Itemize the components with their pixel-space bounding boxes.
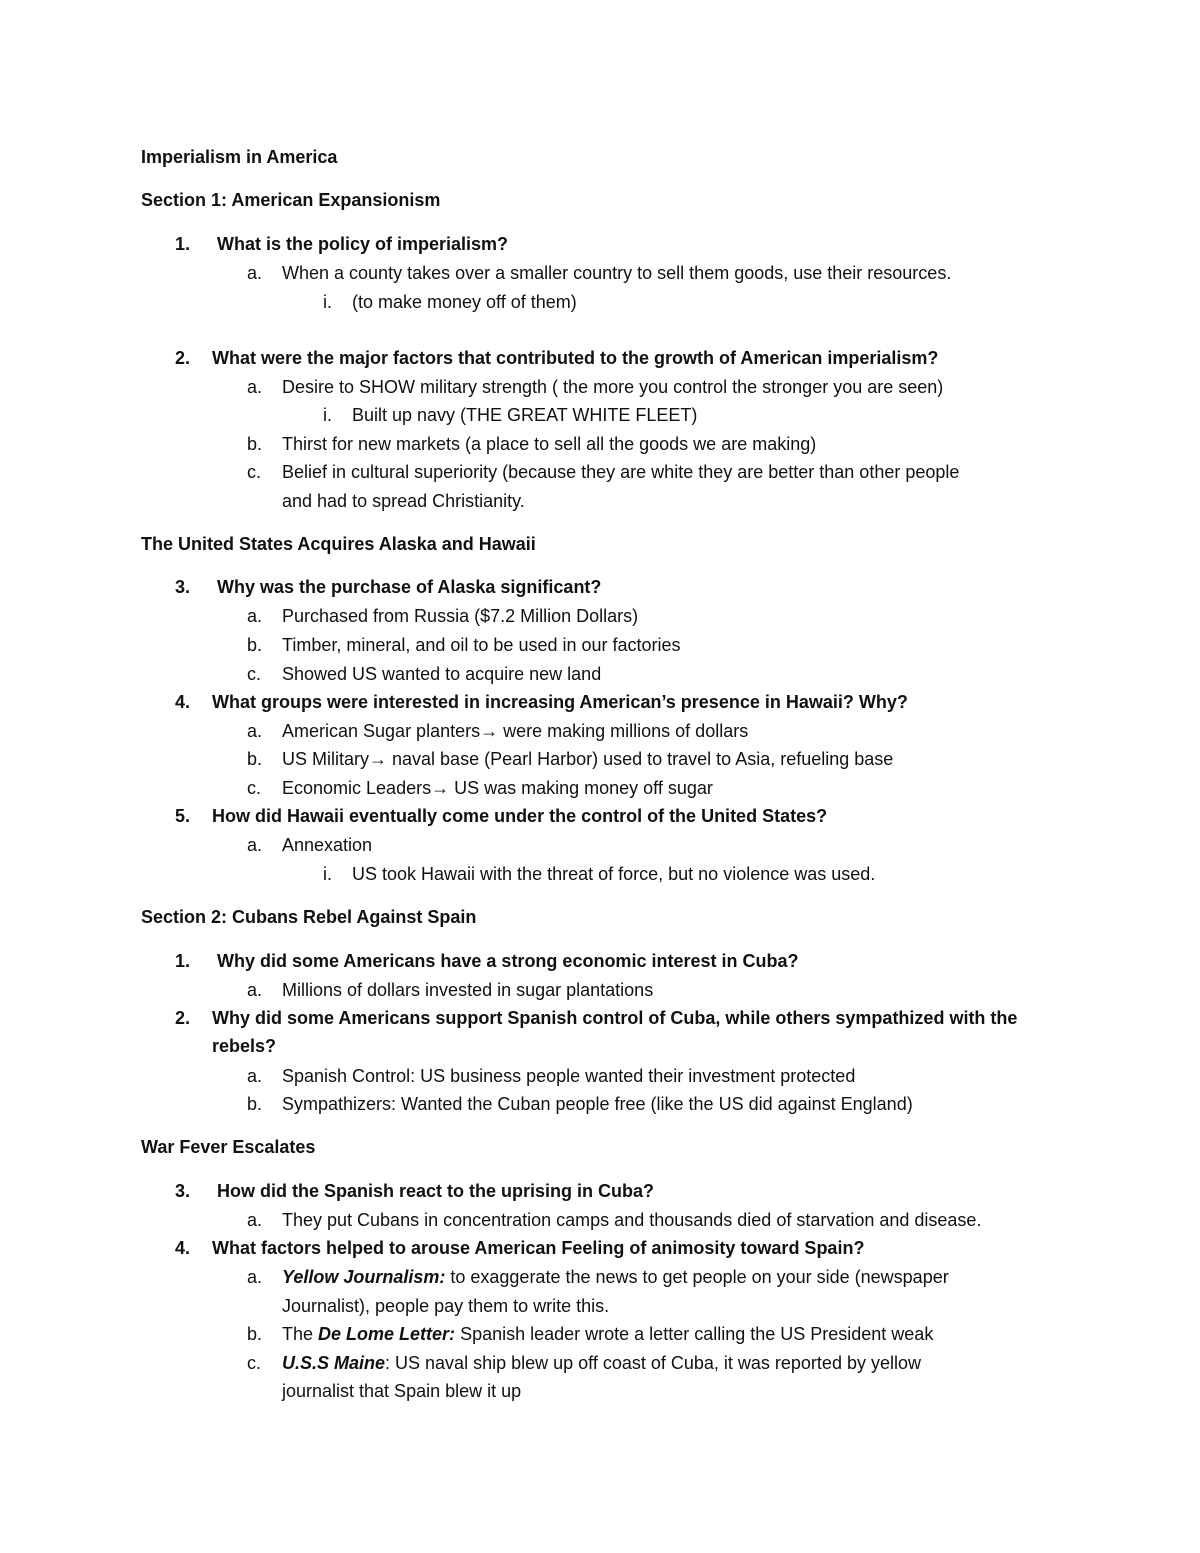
answer-text: Millions of dollars invested in sugar plantations [282, 980, 654, 1000]
answer-marker: b. [247, 1094, 263, 1114]
answer-text: Timber, mineral, and oil to be used in our factories [282, 635, 681, 655]
answer-marker: a. [247, 1210, 263, 1230]
term-yellow-journalism: Yellow Journalism: [282, 1267, 446, 1287]
answer-text-continued: and had to spread Christianity. [282, 491, 525, 511]
answer-text: American Sugar planters [282, 721, 481, 741]
question-text: How did the Spanish react to the uprising in Cuba? [217, 1181, 655, 1201]
answer-marker: a. [247, 980, 263, 1000]
answer-text: Spanish Control: US business people wanted their investment protected [282, 1066, 856, 1086]
sub-answer-text: US took Hawaii with the threat of force, but no violence was used. [352, 864, 876, 884]
answer-text: Belief in cultural superiority (because they are white they are better than other people [282, 462, 960, 482]
answer-text: US was making money off sugar [449, 778, 713, 798]
answer-marker: a. [247, 606, 263, 626]
question-text: Why was the purchase of Alaska significant? [217, 577, 602, 597]
question-text: What groups were interested in increasing American’s presence in Hawaii? Why? [212, 692, 908, 712]
answer-marker: a. [247, 263, 263, 283]
question-number: 3. [175, 1181, 191, 1201]
sub-answer-text: Built up navy (THE GREAT WHITE FLEET) [352, 405, 698, 425]
answer-line [282, 777, 713, 799]
question-number: 1. [175, 234, 191, 254]
answer-text: The [282, 1324, 319, 1344]
answer-marker: a. [247, 1267, 263, 1287]
answer-line [282, 1352, 921, 1374]
answer-text: US Military [282, 749, 370, 769]
answer-text: to exaggerate the news to get people on your side (newspaper [445, 1267, 949, 1287]
question-text: Why did some Americans support Spanish control of Cuba, while others sympathized with the [212, 1008, 1018, 1028]
answer-marker: c. [247, 778, 262, 798]
answer-text: Sympathizers: Wanted the Cuban people free (like the US did against England) [282, 1094, 913, 1114]
answer-text: They put Cubans in concentration camps and thousands died of starvation and disease. [282, 1210, 982, 1230]
answer-marker: b. [247, 749, 263, 769]
answer-marker: b. [247, 434, 263, 454]
section-heading-war-fever: War Fever Escalates [141, 1137, 316, 1157]
question-number: 3. [175, 577, 191, 597]
term-de-lome-letter: De Lome Letter: [318, 1324, 456, 1344]
sub-answer-text: (to make money off of them) [352, 292, 577, 312]
question-number: 4. [175, 1238, 191, 1258]
section-heading-alaska-hawaii: The United States Acquires Alaska and Hawaii [141, 534, 536, 554]
answer-marker: a. [247, 721, 263, 741]
question-text: What were the major factors that contributed to the growth of American imperialism? [212, 348, 939, 368]
document-title: Imperialism in America [141, 147, 338, 167]
answer-marker: b. [247, 1324, 263, 1344]
answer-text-continued: journalist that Spain blew it up [282, 1381, 522, 1401]
answer-marker: a. [247, 1066, 263, 1086]
section-2-heading: Section 2: Cubans Rebel Against Spain [141, 907, 477, 927]
arrow-right-icon: → [431, 778, 450, 798]
answer-line [282, 1323, 933, 1345]
section-1-heading: Section 1: American Expansionism [141, 190, 441, 210]
answer-marker: c. [247, 462, 262, 482]
question-number: 1. [175, 951, 191, 971]
question-text: What is the policy of imperialism? [217, 234, 509, 254]
answer-marker: a. [247, 835, 263, 855]
answer-marker: b. [247, 635, 263, 655]
answer-text: Spanish leader wrote a letter calling the US President weak [455, 1324, 934, 1344]
answer-marker: a. [247, 377, 263, 397]
answer-line [282, 720, 748, 742]
question-number: 4. [175, 692, 191, 712]
answer-text: Thirst for new markets (a place to sell all the goods we are making) [282, 434, 817, 454]
term-uss-maine: U.S.S Maine [282, 1353, 386, 1373]
question-text: What factors helped to arouse American Feeling of animosity toward Spain? [212, 1238, 865, 1258]
question-text: How did Hawaii eventually come under the control of the United States? [212, 806, 828, 826]
answer-line [282, 1266, 949, 1288]
sub-answer-marker: i. [323, 864, 332, 884]
answer-marker: c. [247, 664, 262, 684]
answer-text: Economic Leaders [282, 778, 432, 798]
answer-text: naval base (Pearl Harbor) used to travel to Asia, refueling base [387, 749, 894, 769]
arrow-right-icon: → [480, 721, 499, 741]
answer-text: : US naval ship blew up off coast of Cuba, it was reported by yellow [385, 1353, 921, 1373]
answer-line [282, 748, 893, 770]
question-number: 2. [175, 1008, 191, 1028]
answer-marker: c. [247, 1353, 262, 1373]
sub-answer-marker: i. [323, 405, 332, 425]
question-number: 2. [175, 348, 191, 368]
answer-text: Desire to SHOW military strength ( the more you control the stronger you are seen) [282, 377, 944, 397]
question-number: 5. [175, 806, 191, 826]
question-text: Why did some Americans have a strong economic interest in Cuba? [217, 951, 799, 971]
answer-text: Purchased from Russia ($7.2 Million Dollars) [282, 606, 639, 626]
question-text-continued: rebels? [212, 1036, 277, 1056]
arrow-right-icon: → [369, 749, 388, 769]
answer-text: Showed US wanted to acquire new land [282, 664, 602, 684]
answer-text: When a county takes over a smaller country to sell them goods, use their resources. [282, 263, 952, 283]
answer-text-continued: Journalist), people pay them to write this. [282, 1296, 610, 1316]
sub-answer-marker: i. [323, 292, 332, 312]
answer-text: Annexation [282, 835, 373, 855]
answer-text: were making millions of dollars [498, 721, 749, 741]
